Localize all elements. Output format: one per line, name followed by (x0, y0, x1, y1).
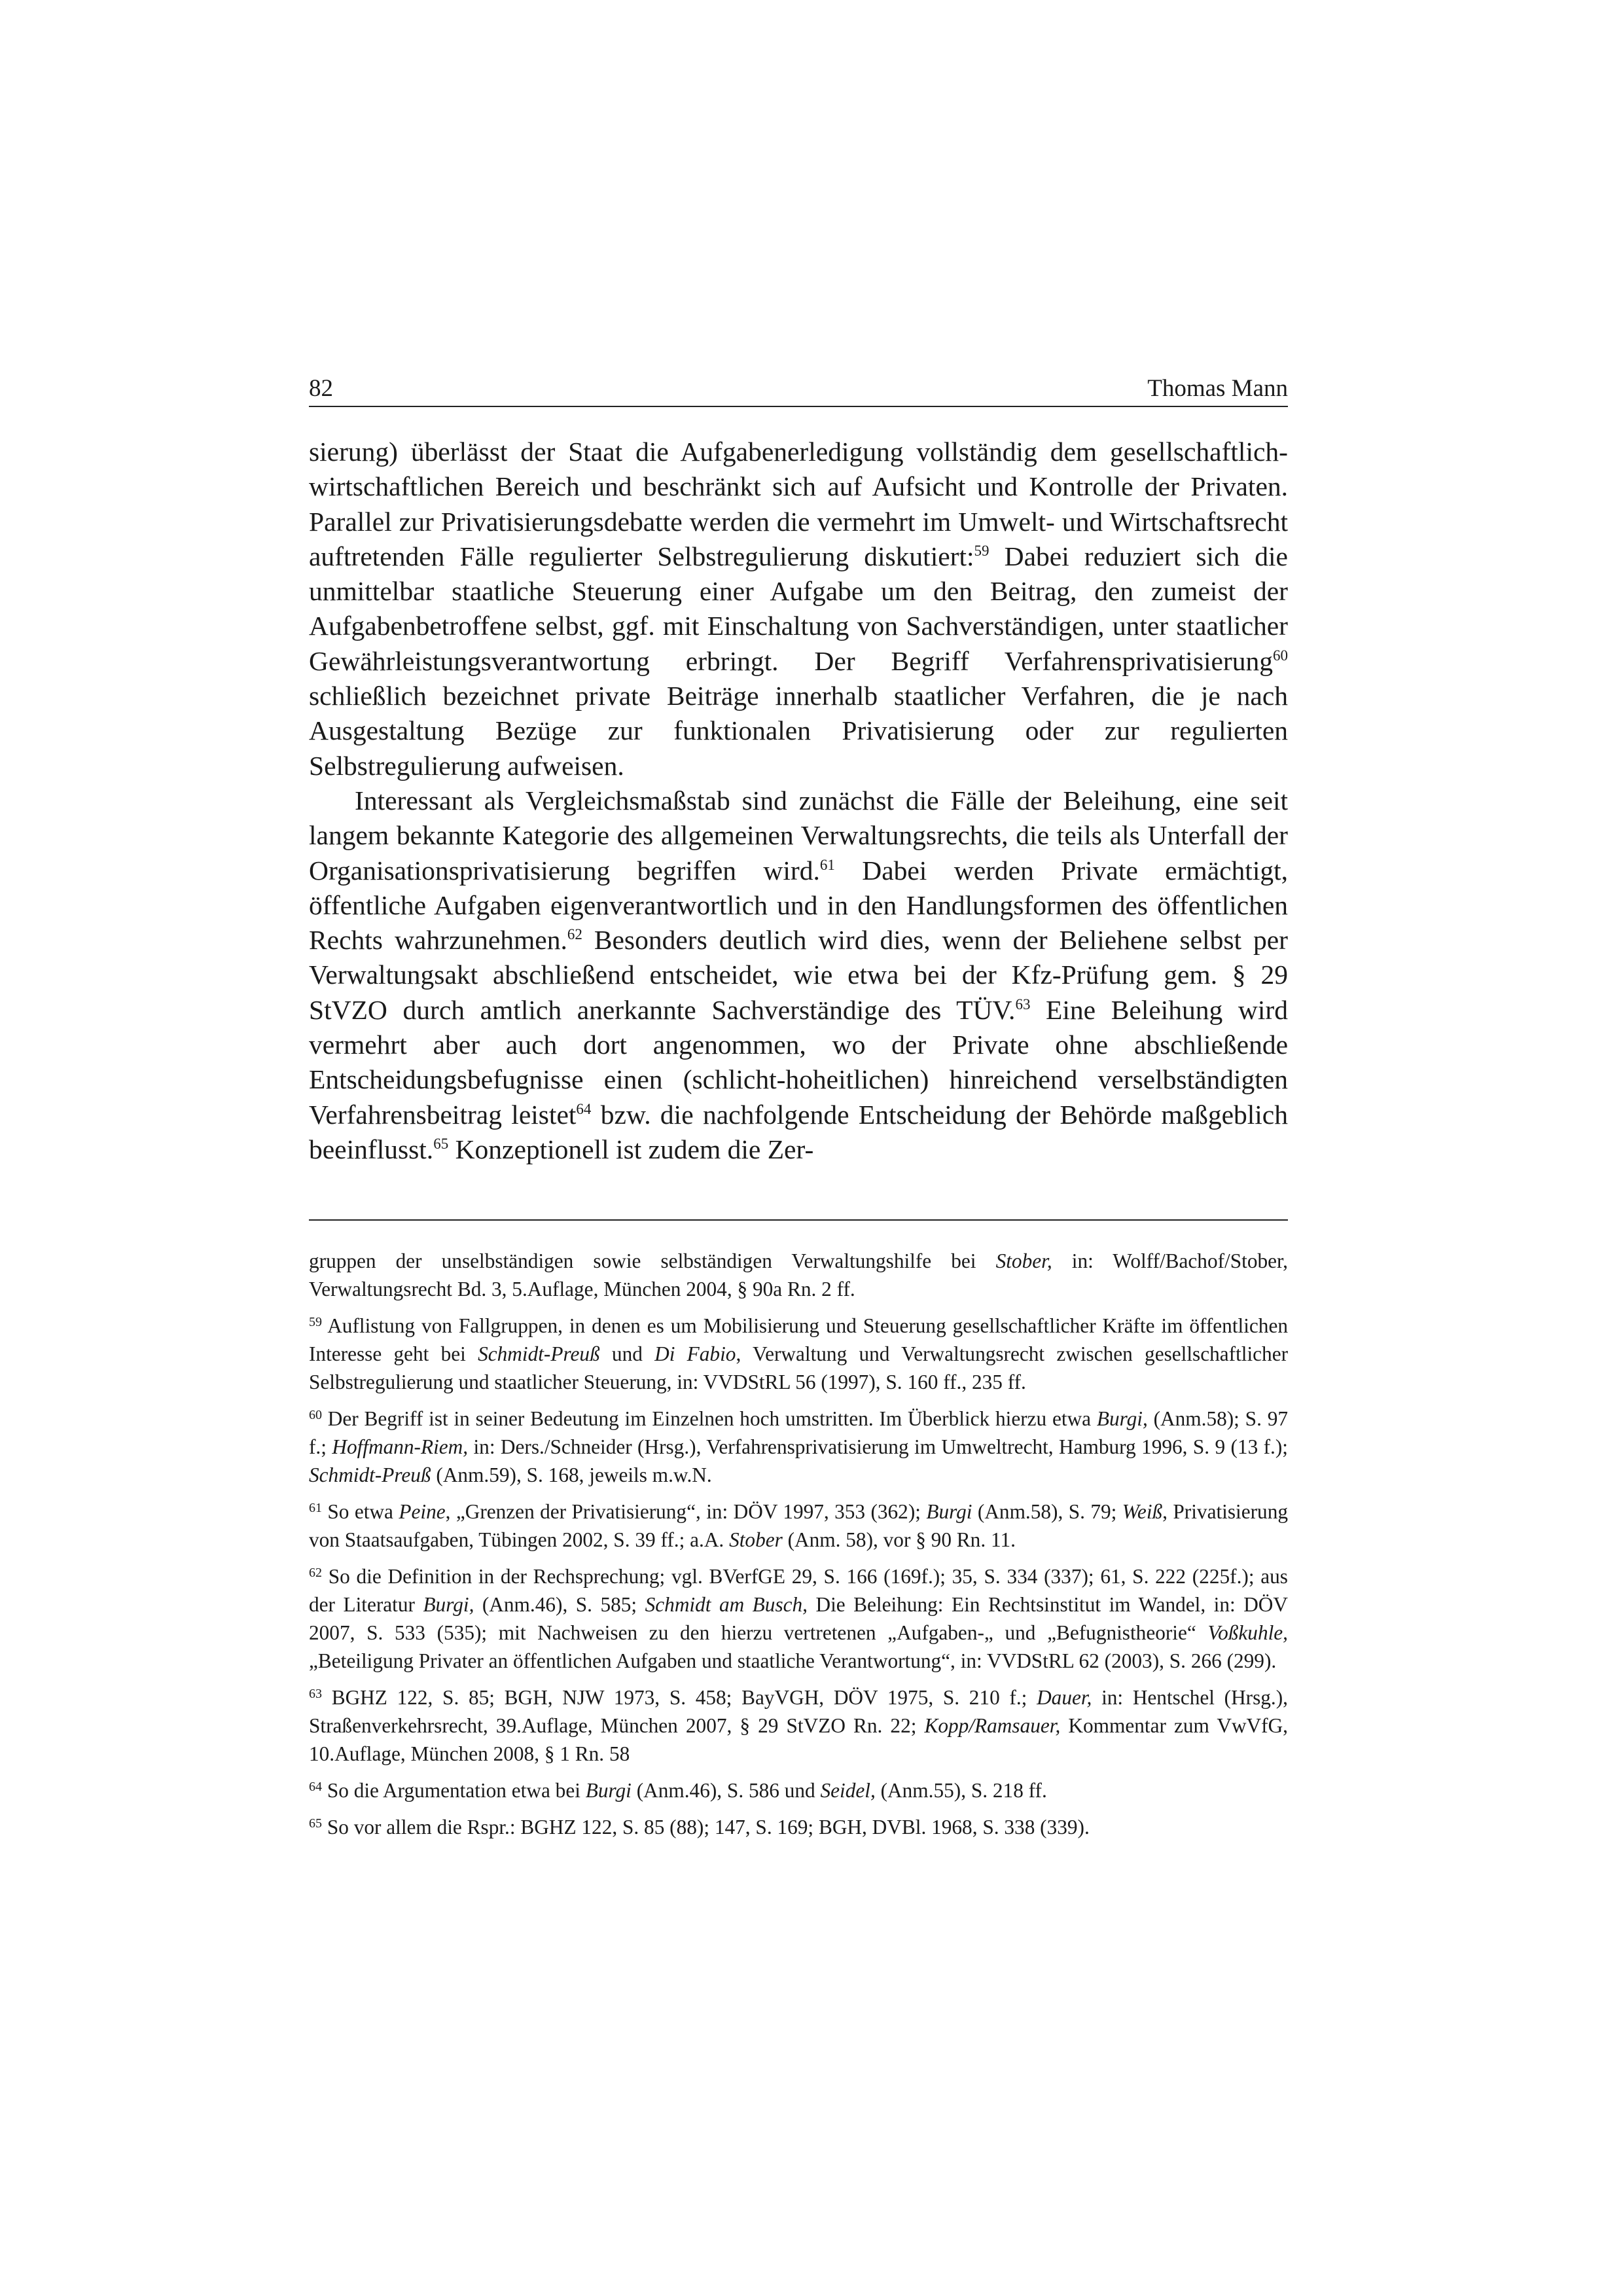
footnote-number: 64 (309, 1780, 322, 1795)
footnote-continuation: gruppen der unselbständigen sowie selbständigen Verwaltungshilfe bei Stober, in: Wolff/Bachof/Stober, Verwaltungsrecht Bd. 3, 5.Auflage, München 2004, § 90a Rn. 2 ff. (309, 1249, 1289, 1301)
paragraph: Interessant als Vergleichsmaßstab sind zunächst die Fälle der Beleihung, eine seit langem bekannte Kategorie des allgemeinen Verwaltungsrechts, die teils als Unterfall der Organisationsprivatisierung begriffen wird.$^{61}$ Dabei werden Private ermächtigt, öffentliche Aufgaben eigenverantwortlich und in den Handlungsformen des öffentlichen Rechts wahrzunehmen.$^{62}$ Besonders deutlich wird dies, wenn der Beliehene selbst per Verwaltungsakt abschließend entscheidet, wie etwa bei der Kfz-Prüfung gem. § 29 StVZO durch amtlich anerkannte Sachverständige des TÜV.$^{63}$ Eine Beleihung wird vermehrt aber auch dort angenommen, wo der Private ohne abschließende Entscheidungsbefugnisse einen (schlicht-hoheitlichen) hinreichend verselbständigten Verfahrensbeitrag leistet$^{64}$ bzw. die nachfolgende Entscheidung der Behörde maßgeblich beeinflusst.$^{65}$ Konzeptionell ist zudem die Zer- (309, 785, 1289, 1164)
page (309, 373, 1288, 1850)
paragraph: sierung) überlässt der Staat die Aufgabenerledigung vollständig dem gesellschaftlich-wirtschaftlichen Bereich und beschränkt sich auf Aufsicht und Kontrolle der Privaten. Parallel zur Privatisierungsdebatte werden die vermehrt im Umwelt- und Wirtschaftsrecht auftretenden Fälle regulierter Selbstregulierung diskutiert:$^{59}$ Dabei reduziert sich die unmittelbar staatliche Steuerung einer Aufgabe um den Beitrag, den zumeist der Aufgabenbetroffene selbst, ggf. mit Einschaltung von Sachverständigen, unter staatlicher Gewährleistungsverantwortung erbringt. Der Begriff Verfahrensprivatisierung$^{60}$ schließlich bezeichnet private Beiträge innerhalb staatlicher Verfahren, die je nach Ausgestaltung Bezüge zur funktionalen Privatisierung oder zur regulierten Selbstregulierung aufweisen. (309, 437, 1288, 781)
footnote-ref: 62 (567, 926, 582, 943)
footnote-ref: 61 (819, 856, 835, 873)
footnote-number: 65 (309, 1816, 322, 1831)
footnote-61: $^{61}$ So etwa Peine, „Grenzen der Privatisierung“, in: DÖV 1997, 353 (362); Burgi (Anm.58), S. 79; Weiß, Privatisierung von Staatsaufgaben, Tübingen 2002, S. 39 ff.; a.A. Stober (Anm. 58), vor § 90 Rn. 11. (309, 1500, 1288, 1552)
footnote-ref: 59 (974, 542, 990, 559)
footnote-59: $^{59}$ Auflistung von Fallgruppen, in denen es um Mobilisierung und Steuerung gesellschaftlicher Kräfte im öffentlichen Interesse geht bei Schmidt-Preuß und Di Fabio, Verwaltung und Verwaltungsrecht zwischen gesellschaftlicher Selbstregulierung und staatlicher Steuerung, in: VVDStRL 56 (1997), S. 160 ff., 235 ff. (309, 1314, 1289, 1394)
footnote-ref: 65 (433, 1135, 449, 1152)
footnote-64: $^{64}$ So die Argumentation etwa bei Burgi (Anm.46), S. 586 und Seidel, (Anm.55), S. 218 ff. (309, 1779, 1047, 1803)
footnote-number: 59 (309, 1315, 322, 1330)
footnote-ref: 60 (1273, 647, 1288, 664)
footnote-ref: 64 (576, 1100, 592, 1117)
running-head (309, 373, 1288, 407)
body-text (309, 435, 1288, 1167)
footnote-63: $^{63}$ BGHZ 122, S. 85; BGH, NJW 1973, S. 458; BayVGH, DÖV 1975, S. 210 f.; Dauer, in: Hentschel (Hrsg.), Straßenverkehrsrecht, 39.Auflage, München 2007, § 29 StVZO Rn. 22; Kopp/Ramsauer, Kommentar zum VwVfG, 10.Auflage, München 2008, § 1 Rn. 58 (309, 1686, 1289, 1766)
footnote-number: 60 (309, 1408, 322, 1423)
page-number: 82 (309, 375, 333, 402)
footnote-ref: 63 (1015, 996, 1031, 1013)
footnote-60: $^{60}$ Der Begriff ist in seiner Bedeutung im Einzelnen hoch umstritten. Im Überblick hierzu etwa Burgi, (Anm.58); S. 97 f.; Hoffmann-Riem, in: Ders./Schneider (Hrsg.), Verfahrensprivatisierung im Umweltrecht, Hamburg 1996, S. 9 (13 f.); Schmidt-Preuß (Anm.59), S. 168, jeweils m.w.N. (309, 1407, 1288, 1487)
footnote-separator (309, 1219, 1288, 1221)
footnote-65: $^{65}$ So vor allem die Rspr.: BGHZ 122, S. 85 (88); 147, S. 169; BGH, DVBl. 1968, S. 338 (339). (309, 1816, 1090, 1839)
footnote-62: $^{62}$ So die Definition in der Rechsprechung; vgl. BVerfGE 29, S. 166 (169f.); 35, S. 334 (337); 61, S. 222 (225f.); aus der Literatur Burgi, (Anm.46), S. 585; Schmidt am Busch, Die Beleihung: Ein Rechtsinstitut im Wandel, in: DÖV 2007, S. 533 (535); mit Nachweisen zu den hierzu vertretenen „Aufgaben-„ und „Befugnistheorie“ Voßkuhle, „Beteiligung Privater an öffentlichen Aufgaben und staatliche Verantwortung“, in: VVDStRL 62 (2003), S. 266 (299). (309, 1565, 1288, 1673)
running-head-author: Thomas Mann (1147, 375, 1288, 402)
footnote-number: 62 (309, 1566, 322, 1581)
footnote-number: 63 (309, 1687, 322, 1702)
footnotes (309, 1247, 1288, 1841)
footnote-number: 61 (309, 1501, 322, 1516)
